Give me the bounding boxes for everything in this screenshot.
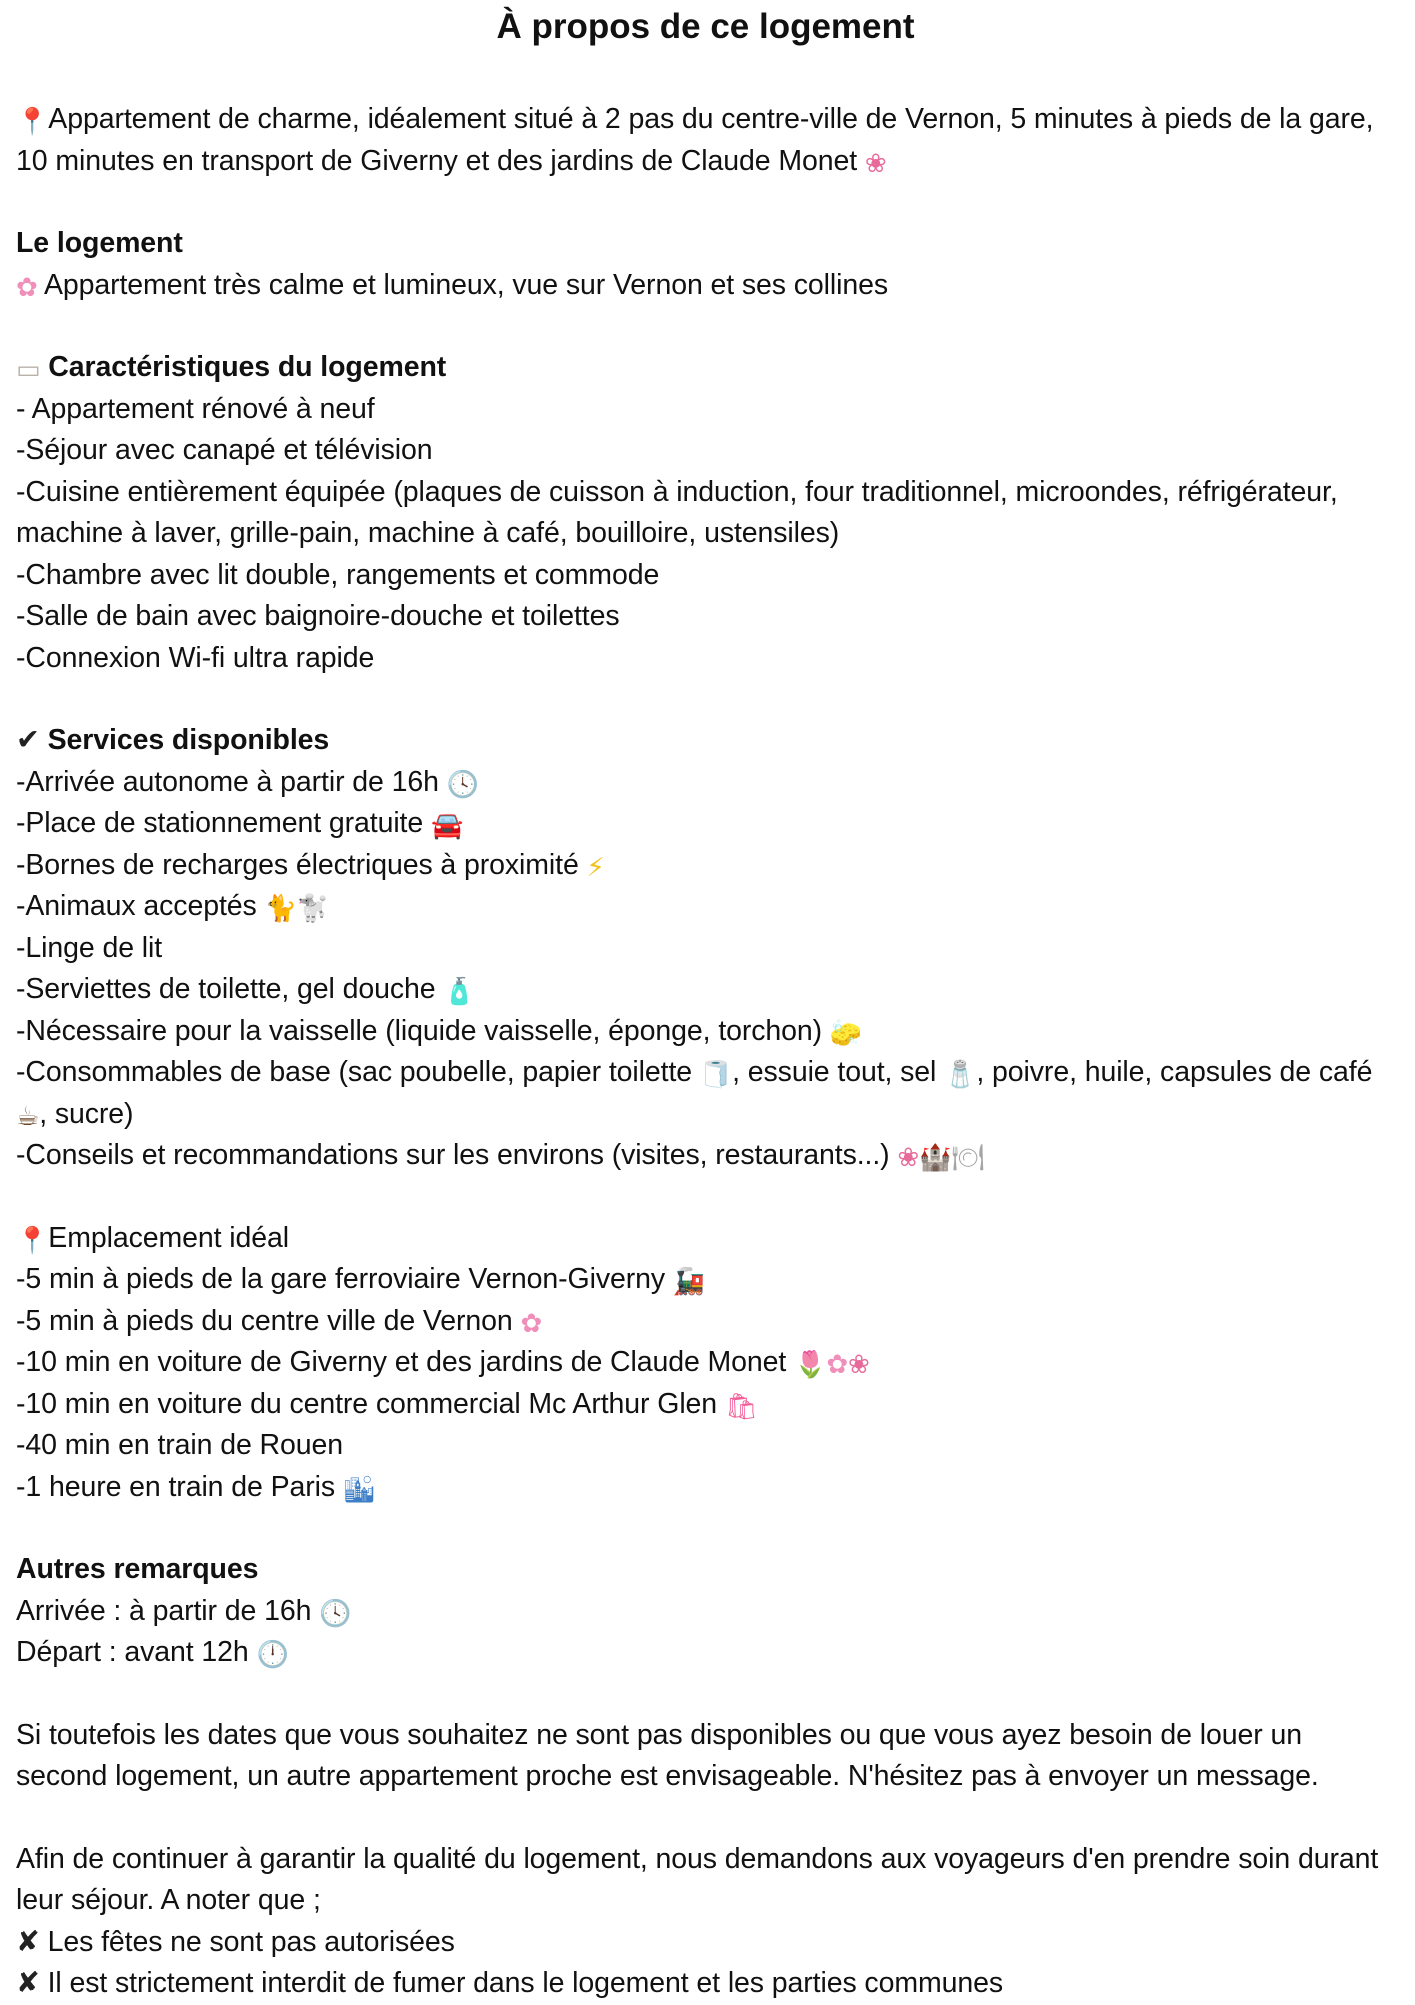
arrival-text: Arrivée : à partir de 16h bbox=[16, 1594, 312, 1627]
departure-line bbox=[16, 1632, 1395, 1674]
section-heading-remarques: Autres remarques bbox=[16, 1553, 259, 1585]
list-item: -Connexion Wi-fi ultra rapide bbox=[16, 641, 375, 674]
salt-shaker-icon: 🧂 bbox=[944, 1059, 977, 1089]
cross-icon: ✘ bbox=[16, 1967, 40, 1999]
consommables-text-2: , essuie tout, sel bbox=[732, 1056, 937, 1088]
check-icon: ✔ bbox=[16, 724, 40, 756]
service-text: -Arrivée autonome à partir de 16h bbox=[16, 765, 439, 798]
clock-icon: 🕓 bbox=[319, 1597, 352, 1628]
section-heading-emplacement bbox=[16, 1218, 1395, 1260]
logement-text: Appartement très calme et lumineux, vue sur Vernon et ses collines bbox=[43, 268, 889, 301]
shopping-bags-icon: 🛍 bbox=[724, 1390, 758, 1421]
list-item: -Cuisine entièrement équipée (plaques de cuisson à induction, four traditionnel, microondes, réfrigérateur, machine à laver, grille-pain, machine à café, bouilloire, ustensiles) bbox=[16, 475, 1338, 549]
car-icon: 🚘 bbox=[430, 810, 464, 840]
list-item bbox=[16, 1301, 1395, 1343]
caracteristiques-heading-text: Caractéristiques du logement bbox=[48, 351, 447, 383]
arrival-line bbox=[16, 1591, 1395, 1633]
scroll-icon: ▭ bbox=[16, 354, 41, 384]
list-item bbox=[16, 1384, 1395, 1426]
intro-paragraph bbox=[16, 99, 1395, 182]
section-heading-logement: Le logement bbox=[16, 227, 183, 259]
cherry-blossom-icon: ✿ bbox=[520, 1307, 543, 1338]
clock-icon: 🕛 bbox=[256, 1639, 289, 1669]
consommables-text-4: café bbox=[1318, 1056, 1373, 1088]
pin-icon: 📍 bbox=[16, 106, 49, 136]
list-item bbox=[16, 886, 1395, 928]
list-item: -Salle de bain avec baignoire-douche et toilettes bbox=[16, 600, 620, 632]
poodle-icon: 🐩 bbox=[296, 893, 330, 923]
service-text: -Conseils et recommandations sur les environs (visites, restaurants...) bbox=[16, 1139, 890, 1171]
train-icon: 🚂 bbox=[672, 1266, 706, 1296]
list-item bbox=[16, 1135, 1395, 1177]
pin-icon: 📍 bbox=[16, 1224, 49, 1255]
consommables-text-1: -Consommables de base (sac poubelle, papier toilette bbox=[16, 1056, 693, 1088]
care-paragraph: Afin de continuer à garantir la qualité du logement, nous demandons aux voyageurs d'en prendre soin durant leur séjour. A noter que ; bbox=[16, 1842, 1379, 1916]
list-item bbox=[16, 1342, 1395, 1384]
lotion-bottle-icon: 🧴 bbox=[443, 976, 476, 1006]
plate-icon: 🍽 bbox=[951, 1142, 985, 1172]
list-item: -Linge de lit bbox=[16, 931, 163, 964]
rule-item bbox=[16, 1922, 1395, 1964]
cat-icon: 🐈 bbox=[264, 893, 297, 923]
list-item bbox=[16, 969, 1395, 1011]
departure-text: Départ : avant 12h bbox=[16, 1636, 249, 1668]
coffee-icon: ☕ bbox=[16, 1100, 40, 1131]
services-heading-text: Services disponibles bbox=[47, 724, 330, 756]
availability-paragraph: Si toutefois les dates que vous souhaitez ne sont pas disponibles ou que vous ayez besoin de louer un second logement, un autre appartement proche est envisageable. N'hésitez pas à envoyer un message. bbox=[16, 1718, 1319, 1792]
list-item bbox=[16, 1467, 1395, 1509]
lotus-icon: ❀ bbox=[897, 1142, 920, 1172]
toilet-roll-icon: 🧻 bbox=[699, 1059, 733, 1089]
castle-icon: 🏰 bbox=[919, 1142, 952, 1172]
consommables-text-3: , poivre, huile, capsules de bbox=[976, 1056, 1312, 1088]
list-item bbox=[16, 762, 1395, 804]
emplacement-text: -10 min en voiture de Giverny et des jardins de Claude Monet bbox=[16, 1346, 787, 1378]
lotus-icon: ❀ bbox=[864, 147, 887, 178]
clock-icon: 🕓 bbox=[446, 768, 479, 799]
section-heading-caracteristiques bbox=[16, 347, 1395, 389]
emplacement-text: -10 min en voiture du centre commercial Mc Arthur Glen bbox=[16, 1387, 718, 1420]
rule-text: Les fêtes ne sont pas autorisées bbox=[47, 1925, 455, 1958]
rule-text: Il est strictement interdit de fumer dans le logement et les parties communes bbox=[47, 1967, 1004, 1999]
list-item: -40 min en train de Rouen bbox=[16, 1429, 344, 1461]
service-text: -Place de stationnement gratuite bbox=[16, 807, 424, 839]
service-text: -Bornes de recharges électriques à proximité bbox=[16, 848, 579, 881]
lightning-icon: ⚡ bbox=[586, 851, 605, 882]
list-item bbox=[16, 1011, 1395, 1053]
list-item bbox=[16, 803, 1395, 845]
cityscape-icon: 🏙 bbox=[342, 1473, 376, 1504]
service-text: -Animaux acceptés bbox=[16, 890, 257, 922]
sponge-icon: 🧽 bbox=[829, 1017, 863, 1048]
emplacement-text: -5 min à pieds de la gare ferroviaire Vernon-Giverny bbox=[16, 1263, 666, 1295]
service-text: -Nécessaire pour la vaisselle (liquide vaisselle, éponge, torchon) bbox=[16, 1014, 823, 1047]
list-item bbox=[16, 1259, 1395, 1301]
tulip-icon: 🌷 bbox=[794, 1349, 827, 1379]
emplacement-heading-text: Emplacement idéal bbox=[48, 1221, 289, 1254]
rule-item bbox=[16, 1963, 1395, 2005]
cherry-blossom-icon: ✿ bbox=[16, 271, 38, 302]
section-heading-services bbox=[16, 720, 1395, 762]
page-title: À propos de ce logement bbox=[496, 7, 915, 46]
cross-icon: ✘ bbox=[16, 1925, 40, 1958]
service-text: -Serviettes de toilette, gel douche bbox=[16, 973, 436, 1005]
list-item bbox=[16, 845, 1395, 887]
list-item: -Séjour avec canapé et télévision bbox=[16, 434, 433, 466]
emplacement-text: -1 heure en train de Paris bbox=[16, 1470, 335, 1503]
consommables-text-5: , sucre) bbox=[39, 1097, 134, 1130]
intro-text: Appartement de charme, idéalement situé à 2 pas du centre-ville de Vernon, 5 minutes à pieds de la gare, 10 minutes en transport de Giverny et des jardins de Claude Monet bbox=[16, 103, 1374, 177]
logement-line bbox=[16, 265, 1395, 307]
lotus-icon: ❀ bbox=[848, 1349, 870, 1379]
emplacement-text: -5 min à pieds du centre ville de Vernon bbox=[16, 1304, 513, 1337]
list-item: -Chambre avec lit double, rangements et commode bbox=[16, 558, 660, 591]
list-item: - Appartement rénové à neuf bbox=[16, 392, 375, 425]
list-item-consommables bbox=[16, 1052, 1395, 1135]
cherry-blossom-icon: ✿ bbox=[826, 1349, 849, 1379]
